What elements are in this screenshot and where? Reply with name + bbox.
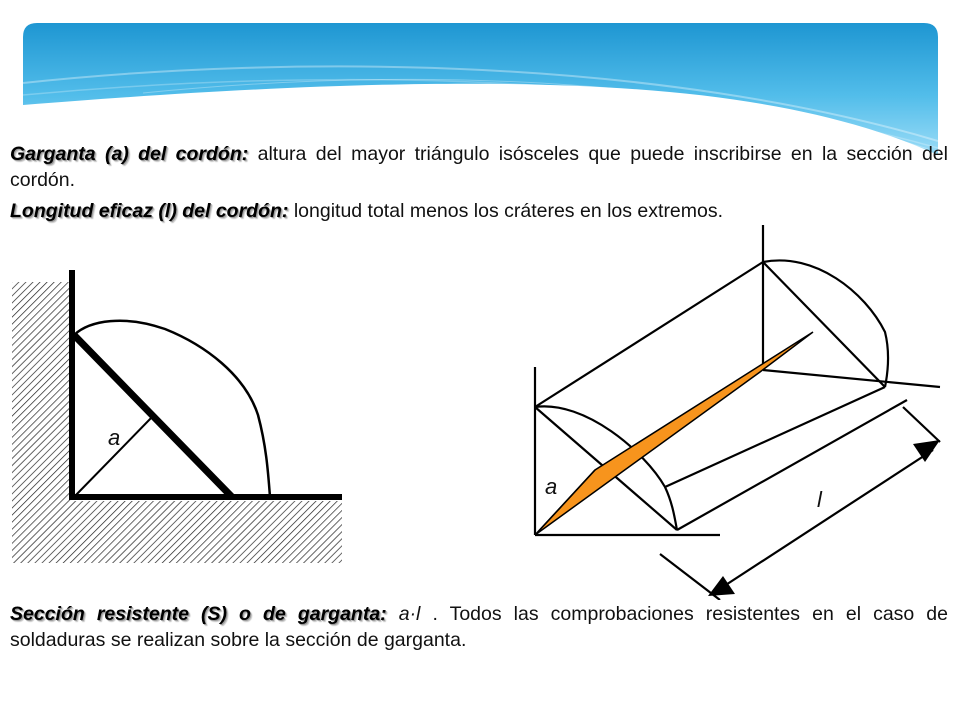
section-formula: a·l <box>386 603 421 625</box>
fillet-weld-3d-diagram <box>515 222 960 600</box>
throat-plane <box>535 332 813 535</box>
throat-definition <box>10 141 948 193</box>
horizontal-plate-hatch <box>72 501 342 563</box>
base-back-edge <box>763 370 940 387</box>
length-term: Longitud eficaz (l) del cordón: <box>10 200 289 222</box>
length-arrow-head-bottom <box>708 576 735 596</box>
throat-term: Garganta (a) del cordón: <box>10 143 249 165</box>
back-bead-curve <box>763 260 888 387</box>
back-triangle-hyp <box>763 262 885 387</box>
mid-edge-long <box>665 387 885 487</box>
section-definition <box>10 601 948 653</box>
section-term: Sección resistente (S) o de garganta: <box>10 603 387 625</box>
dimension-extension-1 <box>903 407 940 442</box>
banner-shape <box>23 23 938 155</box>
length-text: longitud total menos los cráteres en los extremos. <box>288 200 724 222</box>
fillet-weld-section-diagram <box>0 265 350 565</box>
throat-label: a <box>108 425 121 450</box>
length-definition <box>10 198 948 224</box>
length-label: l <box>817 487 822 512</box>
vertical-plate-hatch <box>12 282 72 563</box>
header-banner <box>23 23 938 155</box>
throat-text: altura del mayor triángulo isósceles que puede inscribirse en la sección del cordón. <box>10 143 948 191</box>
weld-bead-outline <box>74 321 270 497</box>
plate-edges <box>72 270 342 497</box>
length-dimension-line <box>715 450 933 592</box>
throat-label-3d: a <box>545 474 558 499</box>
section-text: . Todos las comprobaciones resistentes en el caso de soldaduras se realizan sobre la sección de garganta. <box>10 603 949 651</box>
throat-edge <box>535 470 595 535</box>
length-arrow-head-top <box>913 440 940 462</box>
